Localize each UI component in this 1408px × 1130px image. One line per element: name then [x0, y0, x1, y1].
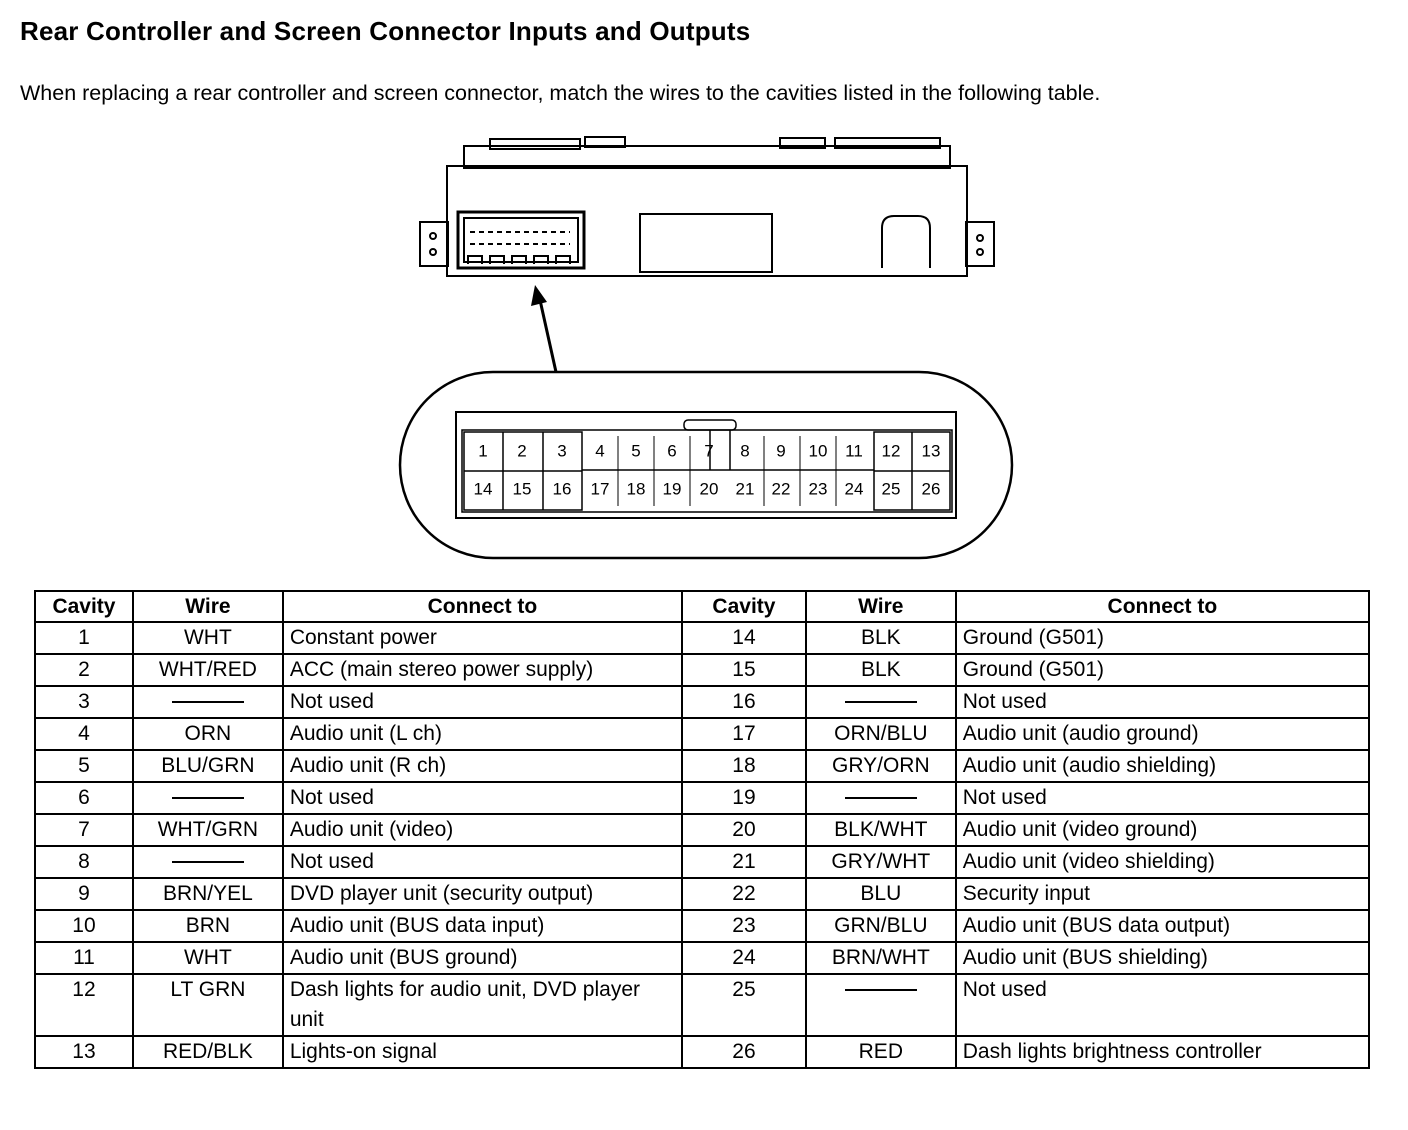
pin-number: 10 [808, 441, 828, 461]
pin-number: 15 [512, 479, 532, 499]
connect-to-cell: Not used [283, 846, 682, 878]
pin-number: 16 [552, 479, 572, 499]
pin-number: 14 [473, 479, 493, 499]
table-row [35, 654, 1369, 686]
connect-to-cell: Not used [956, 974, 1369, 1036]
wire-cell [133, 686, 283, 718]
no-wire-dash [845, 797, 917, 799]
wire-cell [133, 846, 283, 878]
connect-to-cell: Security input [956, 878, 1369, 910]
cavity-cell: 8 [35, 846, 133, 878]
connect-to-cell: Audio unit (video) [283, 814, 682, 846]
pin-number: 12 [881, 441, 901, 461]
table-row [35, 622, 1369, 654]
cavity-cell: 21 [682, 846, 806, 878]
table-row [35, 750, 1369, 782]
connect-to-cell: Audio unit (BUS ground) [283, 942, 682, 974]
table-row [35, 878, 1369, 910]
table-row [35, 686, 1369, 718]
table-row [35, 942, 1369, 974]
cavity-cell: 9 [35, 878, 133, 910]
pin-number: 5 [631, 441, 641, 461]
wire-cell: WHT [133, 622, 283, 654]
pin-number: 9 [776, 441, 786, 461]
cavity-cell: 18 [682, 750, 806, 782]
connect-to-cell: Audio unit (video ground) [956, 814, 1369, 846]
connect-to-cell: Dash lights for audio unit, DVD player unit [283, 974, 682, 1036]
pin-number: 8 [740, 441, 750, 461]
header-connect-to: Connect to [283, 591, 682, 622]
cavity-cell: 26 [682, 1036, 806, 1068]
cavity-cell: 16 [682, 686, 806, 718]
pin-number: 24 [844, 479, 864, 499]
header-cavity: Cavity [35, 591, 133, 622]
wire-cell: BLK [806, 622, 956, 654]
connect-to-cell: ACC (main stereo power supply) [283, 654, 682, 686]
wire-cell: GRN/BLU [806, 910, 956, 942]
table-row [35, 782, 1369, 814]
connect-to-cell: Audio unit (audio shielding) [956, 750, 1369, 782]
no-wire-dash [845, 989, 917, 991]
pin-number: 4 [595, 441, 605, 461]
pin-number: 26 [921, 479, 941, 499]
wire-cell [806, 686, 956, 718]
wire-cell: BRN/YEL [133, 878, 283, 910]
connect-to-cell: Ground (G501) [956, 622, 1369, 654]
pin-number: 22 [771, 479, 791, 499]
cavity-cell: 25 [682, 974, 806, 1036]
connect-to-cell: Ground (G501) [956, 654, 1369, 686]
table-row [35, 974, 1369, 1036]
table-row [35, 1036, 1369, 1068]
wire-cell: BLU/GRN [133, 750, 283, 782]
wire-cell: RED/BLK [133, 1036, 283, 1068]
pin-number: 6 [667, 441, 677, 461]
wire-cell: BRN [133, 910, 283, 942]
header-wire-2: Wire [806, 591, 956, 622]
wire-cell: WHT/GRN [133, 814, 283, 846]
wire-cell: BRN/WHT [806, 942, 956, 974]
connect-to-cell: Audio unit (video shielding) [956, 846, 1369, 878]
connect-to-cell: Audio unit (audio ground) [956, 718, 1369, 750]
pointer-arrow [531, 285, 556, 372]
wire-cell: WHT/RED [133, 654, 283, 686]
connect-to-cell: Audio unit (BUS data output) [956, 910, 1369, 942]
connect-to-cell: Audio unit (L ch) [283, 718, 682, 750]
wire-cell: ORN/BLU [806, 718, 956, 750]
pin-number: 3 [557, 441, 567, 461]
controller-unit [420, 137, 994, 276]
pin-number: 21 [735, 479, 755, 499]
cavity-cell: 20 [682, 814, 806, 846]
cavity-cell: 19 [682, 782, 806, 814]
wire-cell: ORN [133, 718, 283, 750]
cavity-cell: 22 [682, 878, 806, 910]
wire-cell: GRY/WHT [806, 846, 956, 878]
page-title: Rear Controller and Screen Connector Inputs and Outputs [20, 16, 751, 46]
cavity-cell: 2 [35, 654, 133, 686]
table-row [35, 814, 1369, 846]
cavity-cell: 24 [682, 942, 806, 974]
cavity-cell: 10 [35, 910, 133, 942]
cavity-cell: 5 [35, 750, 133, 782]
pinout-table [34, 590, 1370, 1069]
intro-text: When replacing a rear controller and screen connector, match the wires to the cavities listed in the following table. [20, 81, 1101, 105]
wire-cell: BLK/WHT [806, 814, 956, 846]
table-row [35, 910, 1369, 942]
no-wire-dash [172, 861, 244, 863]
cavity-cell: 13 [35, 1036, 133, 1068]
pin-number: 17 [590, 479, 610, 499]
pin-number: 18 [626, 479, 646, 499]
pin-number: 20 [699, 479, 719, 499]
connect-to-cell: Audio unit (BUS data input) [283, 910, 682, 942]
pin-number: 2 [517, 441, 527, 461]
wire-cell: BLU [806, 878, 956, 910]
wire-cell [806, 782, 956, 814]
connect-to-cell: Not used [956, 782, 1369, 814]
no-wire-dash [172, 797, 244, 799]
connect-to-cell: Constant power [283, 622, 682, 654]
cavity-cell: 6 [35, 782, 133, 814]
cavity-cell: 7 [35, 814, 133, 846]
wire-cell [133, 782, 283, 814]
pin-number: 19 [662, 479, 682, 499]
connect-to-cell: Not used [283, 782, 682, 814]
table-row [35, 718, 1369, 750]
connect-to-cell: DVD player unit (security output) [283, 878, 682, 910]
header-connect-to-2: Connect to [956, 591, 1369, 622]
wire-cell [806, 974, 956, 1036]
cavity-cell: 12 [35, 974, 133, 1036]
header-wire: Wire [133, 591, 283, 622]
connect-to-cell: Dash lights brightness controller [956, 1036, 1369, 1068]
cavity-cell: 11 [35, 942, 133, 974]
cavity-cell: 4 [35, 718, 133, 750]
cavity-cell: 1 [35, 622, 133, 654]
connect-to-cell: Not used [956, 686, 1369, 718]
connect-to-cell: Lights-on signal [283, 1036, 682, 1068]
table-header-row [35, 591, 1369, 622]
pinout-table-body [35, 622, 1369, 1068]
pin-number: 23 [808, 479, 828, 499]
pin-number: 13 [921, 441, 941, 461]
connector-face [400, 372, 1012, 558]
wire-cell: RED [806, 1036, 956, 1068]
pin-number: 1 [478, 441, 488, 461]
cavity-cell: 23 [682, 910, 806, 942]
connect-to-cell: Audio unit (R ch) [283, 750, 682, 782]
connect-to-cell: Not used [283, 686, 682, 718]
wire-cell: WHT [133, 942, 283, 974]
table-row [35, 846, 1369, 878]
pin-number: 11 [845, 441, 863, 461]
wire-cell: BLK [806, 654, 956, 686]
cavity-cell: 14 [682, 622, 806, 654]
cavity-cell: 15 [682, 654, 806, 686]
wire-cell: GRY/ORN [806, 750, 956, 782]
cavity-cell: 17 [682, 718, 806, 750]
connect-to-cell: Audio unit (BUS shielding) [956, 942, 1369, 974]
header-cavity-2: Cavity [682, 591, 806, 622]
wire-cell: LT GRN [133, 974, 283, 1036]
pin-number: 25 [881, 479, 901, 499]
no-wire-dash [845, 701, 917, 703]
pin-number: 7 [704, 441, 714, 461]
no-wire-dash [172, 701, 244, 703]
cavity-cell: 3 [35, 686, 133, 718]
